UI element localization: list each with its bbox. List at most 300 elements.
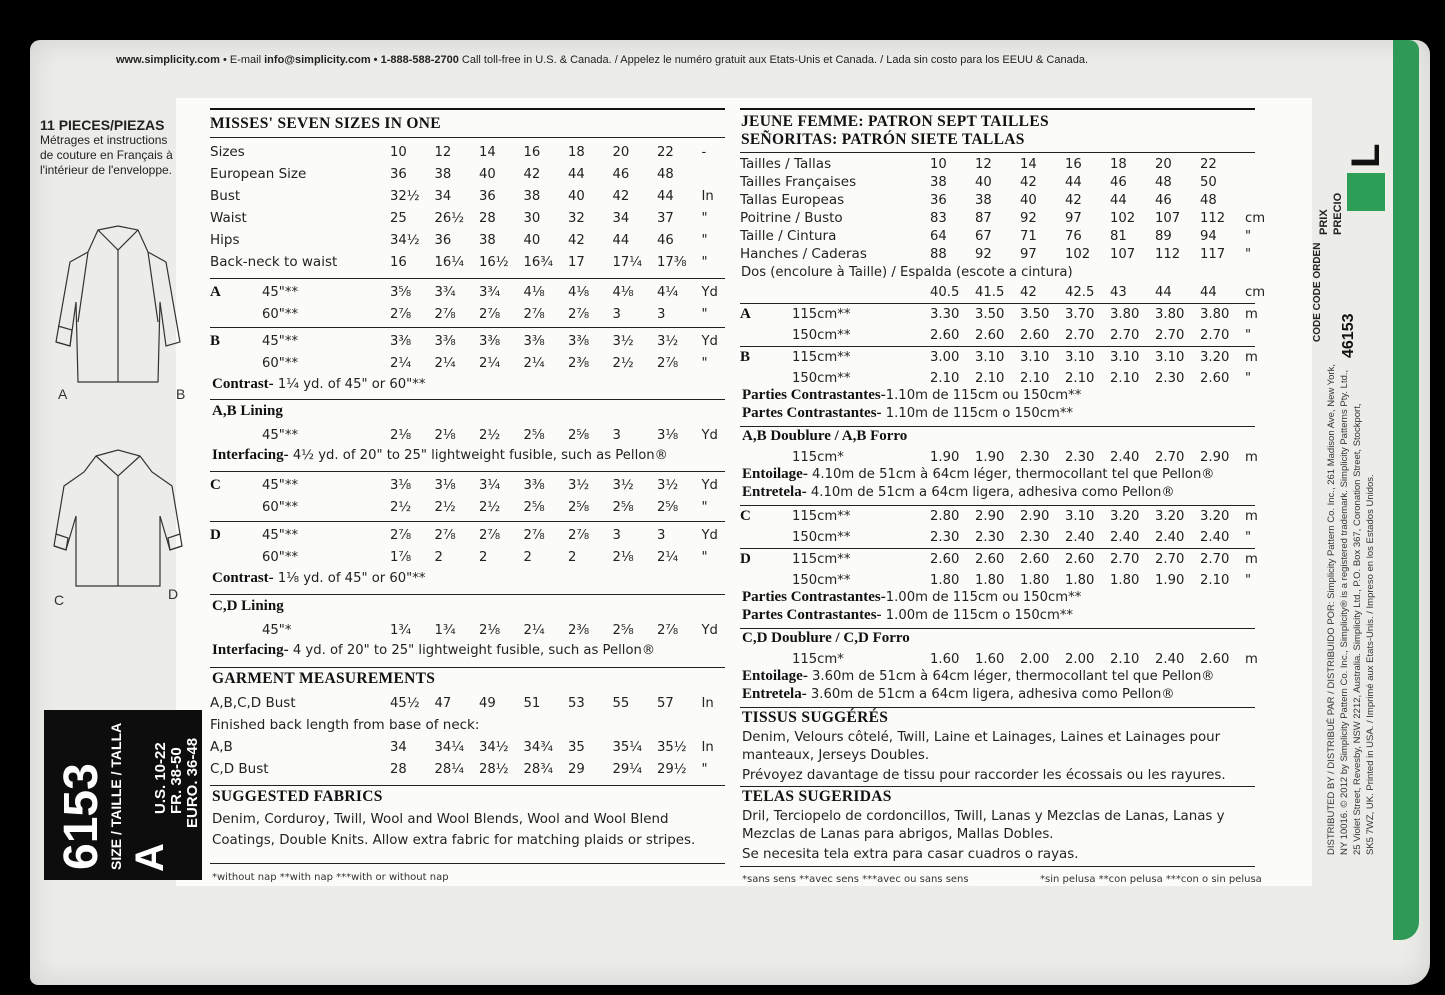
size-value: 67 bbox=[975, 228, 992, 244]
pieces-count: 11 PIECES/PIEZAS bbox=[40, 117, 165, 133]
size-value: 2.10 bbox=[1110, 651, 1140, 667]
size-value: 2⅜ bbox=[568, 355, 590, 371]
rule bbox=[740, 707, 1255, 708]
size-value: 3½ bbox=[612, 477, 634, 493]
size-value: 2⅞ bbox=[523, 306, 545, 322]
size-value: 34½ bbox=[390, 232, 420, 248]
unit-label: " bbox=[701, 306, 708, 322]
size-value: 4⅛ bbox=[568, 284, 590, 300]
entoilage-label: Entoilage- bbox=[742, 668, 808, 684]
row-indent bbox=[740, 648, 792, 670]
size-value: 16¼ bbox=[434, 254, 465, 270]
size-value: 28¾ bbox=[523, 761, 554, 777]
unit-label: - bbox=[701, 144, 707, 160]
size-value: 81 bbox=[1110, 228, 1127, 244]
lining-title: C,D Lining bbox=[212, 598, 284, 614]
contrast-label-fr: Parties Contrastantes- bbox=[742, 387, 886, 403]
size-value: 2⅞ bbox=[657, 622, 679, 638]
size-value: 2½ bbox=[434, 499, 456, 515]
contrast-cd bbox=[212, 570, 425, 587]
contrast-cd-fr bbox=[742, 589, 1081, 606]
view-letter: A bbox=[210, 283, 221, 300]
size-value: 2.10 bbox=[975, 371, 1005, 386]
size-value: 2½ bbox=[612, 355, 634, 371]
size-value: 2.10 bbox=[1065, 371, 1095, 386]
size-value: 51 bbox=[523, 695, 541, 711]
size-value: 43 bbox=[1110, 284, 1127, 300]
contrast-text: 1⅛ yd. of 45" or 60"** bbox=[273, 571, 426, 586]
size-value: 2⅞ bbox=[479, 527, 501, 543]
unit-label: " bbox=[701, 232, 708, 248]
view-b-metres bbox=[740, 347, 1273, 389]
row-label: Tailles / Tallas bbox=[740, 156, 832, 172]
size-value: 3.50 bbox=[975, 307, 1005, 322]
size-value: 2.10 bbox=[1020, 371, 1050, 386]
row-label: A,B,C,D Bust bbox=[210, 695, 296, 711]
fabric-width: 115cm** bbox=[792, 350, 851, 365]
unit-label: Yd bbox=[701, 527, 718, 543]
size-value: 34 bbox=[390, 739, 407, 755]
size-value: 3 bbox=[612, 306, 621, 322]
row-label: C,D Bust bbox=[210, 761, 269, 777]
unit-label bbox=[1245, 191, 1273, 209]
row-indent bbox=[740, 446, 792, 468]
size-value: 40.5 bbox=[930, 284, 960, 300]
size-value: 2 bbox=[568, 549, 577, 565]
footnote-fr: *sans sens **avec sens ***avec ou sans sens bbox=[742, 874, 969, 885]
size-value: 3⅛ bbox=[434, 477, 456, 493]
rule bbox=[210, 521, 725, 522]
size-value: 2.70 bbox=[1155, 328, 1185, 343]
size-value: 2.40 bbox=[1110, 530, 1140, 545]
size-value: 48 bbox=[1155, 174, 1172, 190]
unit-label: " bbox=[1245, 228, 1252, 244]
size-value: 35 bbox=[568, 739, 585, 755]
contact-bar bbox=[116, 54, 1286, 66]
size-value: 112 bbox=[1155, 246, 1181, 262]
tissus-text: Denim, Velours côtelé, Twill, Laine et Lainages, Laines et Lainages pour manteaux, Jerseys Doubles. bbox=[742, 730, 1221, 763]
view-a-metres bbox=[740, 304, 1273, 346]
row-label: Hanches / Caderas bbox=[740, 246, 867, 262]
row-label: Bust bbox=[210, 188, 241, 204]
finished-length-label: Finished back length from base of neck: bbox=[210, 717, 480, 733]
size-value: 83 bbox=[930, 210, 947, 226]
contrast-label-fr: Parties Contrastantes- bbox=[742, 589, 886, 605]
size-value: 50 bbox=[1200, 174, 1217, 190]
unit-label: cm bbox=[1245, 284, 1266, 300]
unit-label: m bbox=[1245, 509, 1258, 524]
size-value: 32½ bbox=[390, 188, 420, 204]
size-value: 10 bbox=[390, 144, 407, 160]
interfacing-cd bbox=[212, 642, 655, 659]
view-d-metres bbox=[740, 549, 1273, 591]
size-value: 2¼ bbox=[434, 355, 456, 371]
unit-label: " bbox=[1245, 573, 1252, 588]
precio-label: PRECIO bbox=[1332, 192, 1344, 235]
rule bbox=[740, 152, 1255, 153]
size-value: 42 bbox=[612, 188, 630, 204]
lining-cd-yardage bbox=[210, 619, 730, 641]
email-link[interactable]: info@simplicity.com bbox=[264, 54, 371, 66]
unit-label: Yd bbox=[701, 333, 718, 349]
size-value: 38 bbox=[930, 174, 947, 190]
lining-title-fr: A,B Doublure / A,B Forro bbox=[742, 428, 908, 444]
table-row bbox=[210, 330, 730, 352]
size-value: 45½ bbox=[390, 695, 420, 711]
view-a-yardage bbox=[210, 281, 730, 325]
size-value: 2¼ bbox=[479, 355, 501, 371]
size-value: 38 bbox=[523, 188, 541, 204]
size-value: 34¾ bbox=[523, 739, 554, 755]
unit-label: m bbox=[1245, 651, 1258, 667]
jacket-sketch-cd bbox=[48, 446, 188, 596]
size-value: 46 bbox=[657, 232, 674, 248]
view-c-label: C bbox=[54, 592, 65, 608]
size-value: 3.70 bbox=[1065, 307, 1095, 322]
size-value: 3½ bbox=[657, 477, 679, 493]
fr-sizes: FR. 38-50 bbox=[168, 747, 185, 814]
size-value: 44 bbox=[568, 166, 585, 182]
size-tag bbox=[44, 710, 202, 880]
size-value: 1.80 bbox=[1110, 573, 1140, 588]
table-row bbox=[740, 191, 1273, 209]
unit-label bbox=[1245, 173, 1273, 191]
entoilage-label: Entoilage- bbox=[742, 466, 808, 482]
interfacing-ab bbox=[212, 447, 668, 464]
size-value: 2⅞ bbox=[568, 527, 590, 543]
fabric-width: 115cm** bbox=[792, 552, 851, 567]
size-value: 2⅞ bbox=[523, 527, 545, 543]
row-label: Waist bbox=[210, 210, 247, 226]
size-value: 2⅞ bbox=[434, 306, 456, 322]
size-value: 38 bbox=[479, 232, 496, 248]
size-value: 41.5 bbox=[975, 284, 1005, 300]
euro-sizes: EURO. 36-48 bbox=[184, 737, 201, 828]
view-letter bbox=[210, 352, 262, 374]
table-row bbox=[210, 185, 730, 207]
french-title: JEUNE FEMME: PATRON SEPT TAILLES bbox=[741, 113, 1049, 130]
size-value: 42.5 bbox=[1065, 284, 1095, 300]
size-value: 34¼ bbox=[434, 739, 465, 755]
size-value: 36 bbox=[390, 166, 407, 182]
english-title: MISSES' SEVEN SIZES IN ONE bbox=[210, 115, 441, 132]
size-value: 35¼ bbox=[612, 739, 643, 755]
fabric-width: 45"** bbox=[262, 284, 299, 300]
lining-cd-title-fr bbox=[742, 630, 910, 647]
size-value: 1.80 bbox=[975, 573, 1005, 588]
size-value: 4¼ bbox=[657, 284, 679, 300]
website-link[interactable]: www.simplicity.com bbox=[116, 54, 220, 66]
unit-label: Yd bbox=[701, 284, 718, 300]
size-value: 47 bbox=[434, 695, 452, 711]
size-value: 76 bbox=[1065, 228, 1082, 244]
size-value: 14 bbox=[1020, 156, 1037, 172]
rule bbox=[740, 426, 1255, 427]
size-value: 2.10 bbox=[1200, 573, 1230, 588]
size-value: 42 bbox=[568, 232, 585, 248]
size-value: 3.20 bbox=[1200, 509, 1230, 524]
size-value: 36 bbox=[930, 192, 947, 208]
size-value: 16 bbox=[1065, 156, 1082, 172]
unit-label: " bbox=[701, 549, 708, 565]
fabric-width: 150cm** bbox=[792, 328, 851, 343]
row-indent bbox=[210, 619, 262, 641]
lining-title-fr: C,D Doublure / C,D Forro bbox=[742, 630, 910, 646]
table-row bbox=[740, 506, 1273, 527]
table-row bbox=[210, 281, 730, 303]
row-label: European Size bbox=[210, 166, 307, 182]
rule bbox=[210, 594, 725, 595]
size-value: 3.00 bbox=[930, 350, 960, 365]
size-value: 42 bbox=[1065, 192, 1082, 208]
size-value: 44 bbox=[1065, 174, 1082, 190]
row-label: Poitrine / Busto bbox=[740, 210, 843, 226]
size-value: 38 bbox=[975, 192, 992, 208]
footnote-en: *without nap **with nap ***with or without nap bbox=[212, 872, 449, 883]
size-value: 2.60 bbox=[930, 552, 960, 567]
size-value: 44 bbox=[1155, 284, 1172, 300]
interfacing-text: 4½ yd. of 20" to 25" lightweight fusible, such as Pellon® bbox=[288, 448, 668, 463]
size-value: 2.30 bbox=[1020, 530, 1050, 545]
prix-label: PRIX bbox=[1318, 209, 1330, 235]
size-value: 2.30 bbox=[930, 530, 960, 545]
phone-number: • 1-888-588-2700 bbox=[370, 54, 459, 66]
table-row bbox=[740, 570, 1273, 591]
size-value: 3.80 bbox=[1155, 307, 1185, 322]
contrast-ab-es bbox=[742, 405, 1073, 422]
size-value: 3.20 bbox=[1155, 509, 1185, 524]
table-row bbox=[210, 546, 730, 568]
legal-line-1: DISTRIBUTED BY / DISTRIBUÉ PAR / DISTRIBUIDO POR: Simplicity Pattern Co. Inc., 261 Madison Ave, New York, bbox=[1326, 364, 1337, 855]
size-value: 2.90 bbox=[1200, 449, 1230, 465]
size-value: 2 bbox=[479, 549, 488, 565]
view-b-label: B bbox=[176, 386, 186, 402]
entretela-text: 3.60m de 51cm a 64cm ligera, adhesiva como Pellon® bbox=[806, 687, 1175, 702]
left-info bbox=[40, 118, 210, 178]
table-row bbox=[210, 758, 730, 780]
size-value: 2.40 bbox=[1155, 651, 1185, 667]
size-value: 2½ bbox=[390, 499, 412, 515]
size-value: 3 bbox=[612, 527, 621, 543]
fabric-width: 60"** bbox=[262, 355, 299, 371]
size-value: 26½ bbox=[434, 210, 465, 226]
table-row bbox=[210, 229, 730, 251]
size-value: 3.80 bbox=[1110, 307, 1140, 322]
unit-label: In bbox=[701, 188, 714, 204]
fabric-width: 150cm** bbox=[792, 371, 851, 386]
size-value: 2⅝ bbox=[523, 427, 545, 443]
french-note-2: de couture en Français à bbox=[40, 148, 173, 162]
size-value: 34½ bbox=[479, 739, 509, 755]
view-letter: D bbox=[210, 526, 221, 543]
legal-line-3: 25 Violet Street, Revesby, NSW 2212, Australia. Simplicity Ltd., P.O. Box 367, Coronation Street, Stockport, bbox=[1352, 403, 1363, 855]
rule bbox=[210, 471, 725, 472]
size-value: 28 bbox=[390, 761, 407, 777]
size-value: 1¾ bbox=[434, 622, 456, 638]
contrast-label-es: Partes Contrastantes- bbox=[742, 405, 882, 421]
table-row bbox=[740, 227, 1273, 245]
size-value: 2.90 bbox=[1020, 509, 1050, 524]
interfacing-label: Interfacing- bbox=[212, 447, 289, 463]
size-value: 2.70 bbox=[1200, 552, 1230, 567]
size-value: 40 bbox=[523, 232, 541, 248]
size-value: 88 bbox=[930, 246, 947, 262]
size-value: 92 bbox=[1020, 210, 1037, 226]
size-value: 97 bbox=[1020, 246, 1037, 262]
interfacing-label: Interfacing- bbox=[212, 642, 289, 658]
table-row bbox=[210, 692, 730, 714]
size-value: 36 bbox=[434, 232, 452, 248]
jacket-sketch-ab bbox=[48, 222, 188, 392]
size-value: 22 bbox=[1200, 156, 1217, 172]
size-value: 49 bbox=[479, 695, 496, 711]
size-value: 2¼ bbox=[523, 355, 545, 371]
unit-label bbox=[1245, 155, 1273, 173]
size-value: 3.20 bbox=[1200, 350, 1230, 365]
footnote-es: *sin pelusa **con pelusa ***con o sin pelusa bbox=[1040, 874, 1262, 885]
lining-title: A,B Lining bbox=[212, 403, 283, 419]
size-value: 2.60 bbox=[975, 552, 1005, 567]
table-row bbox=[740, 281, 1273, 303]
size-value: 3⅛ bbox=[657, 427, 679, 443]
size-value: 3⅜ bbox=[434, 333, 456, 349]
size-value: 16 bbox=[390, 254, 407, 270]
size-value: 71 bbox=[1020, 228, 1037, 244]
contrast-ab-fr bbox=[742, 387, 1081, 404]
tissus-note: Prévoyez davantage de tissu pour raccorder les écossais ou les rayures. bbox=[742, 768, 1226, 783]
size-value: 28 bbox=[479, 210, 496, 226]
size-value: 40 bbox=[1020, 192, 1037, 208]
green-edge-strip bbox=[1393, 40, 1419, 940]
rule-top-en bbox=[210, 108, 725, 110]
lining-ab-metres bbox=[740, 446, 1273, 468]
size-value: 17¼ bbox=[612, 254, 643, 270]
telas-text: Dril, Terciopelo de cordoncillos, Twill, Lanas y Mezclas de Lanas, Lanas y Mezclas de Lanas para abrigos, Mallas Dobles. bbox=[742, 809, 1225, 842]
entoilage-text: 3.60m de 51cm à 64cm léger, thermocollant tel que Pellon® bbox=[807, 669, 1215, 684]
table-row bbox=[210, 207, 730, 229]
size-value: 1⅞ bbox=[390, 549, 412, 565]
row-label: Taille / Cintura bbox=[740, 228, 837, 244]
entretela-ab bbox=[742, 484, 1175, 501]
unit-label: " bbox=[701, 761, 708, 777]
view-letter bbox=[740, 527, 792, 548]
view-letter bbox=[210, 546, 262, 568]
size-value: 1.90 bbox=[1155, 573, 1185, 588]
size-value: 1.80 bbox=[930, 573, 960, 588]
size-value: 3.20 bbox=[1110, 509, 1140, 524]
size-value: 2⅞ bbox=[657, 355, 679, 371]
size-value: 3½ bbox=[657, 333, 679, 349]
rule bbox=[210, 785, 725, 786]
size-value: 2⅝ bbox=[523, 499, 545, 515]
size-value: 2⅛ bbox=[479, 622, 501, 638]
lining-cd-metres bbox=[740, 648, 1273, 670]
size-value: 2⅛ bbox=[612, 549, 634, 565]
row-label: Tailles Françaises bbox=[740, 174, 857, 190]
size-value: 40 bbox=[479, 166, 496, 182]
fabric-width: 45"* bbox=[262, 622, 292, 638]
table-row bbox=[740, 347, 1273, 368]
rule bbox=[210, 137, 725, 138]
size-value: 12 bbox=[975, 156, 992, 172]
row-label: Back-neck to waist bbox=[210, 254, 338, 270]
fabric-width: 45"** bbox=[262, 427, 299, 443]
size-value: 92 bbox=[975, 246, 992, 262]
view-b-yardage bbox=[210, 330, 730, 374]
unit-label: m bbox=[1245, 552, 1258, 567]
size-value: 2⅝ bbox=[612, 499, 634, 515]
contrast-text-es: 1.10m de 115cm o 150cm** bbox=[881, 406, 1074, 421]
size-value: 44 bbox=[1200, 284, 1217, 300]
unit-label: Yd bbox=[701, 427, 718, 443]
fabric-width: 115cm** bbox=[792, 509, 851, 524]
interfacing-text: 4 yd. of 20" to 25" lightweight fusible, such as Pellon® bbox=[288, 643, 656, 658]
email-label: • E-mail bbox=[219, 54, 265, 66]
table-row bbox=[210, 474, 730, 496]
size-value: 2⅞ bbox=[390, 527, 412, 543]
entoilage-text: 4.10m de 51cm à 64cm léger, thermocollant tel que Pellon® bbox=[807, 467, 1215, 482]
size-value: 2⅞ bbox=[390, 306, 412, 322]
size-value: 20 bbox=[1155, 156, 1172, 172]
size-value: 3.10 bbox=[1065, 350, 1095, 365]
table-row bbox=[210, 163, 730, 185]
size-value: 10 bbox=[930, 156, 947, 172]
view-letter: C bbox=[210, 476, 221, 493]
rule bbox=[740, 866, 1255, 867]
size-value: 18 bbox=[1110, 156, 1127, 172]
entoilage-cd bbox=[742, 668, 1215, 685]
contrast-text-es: 1.00m de 115cm o 150cm** bbox=[881, 608, 1074, 623]
size-value: 2½ bbox=[479, 427, 501, 443]
size-value: 37 bbox=[657, 210, 674, 226]
view-letter: B bbox=[210, 332, 221, 349]
size-value: 44 bbox=[1110, 192, 1127, 208]
size-value: 22 bbox=[657, 144, 674, 160]
size-value: 3.30 bbox=[930, 307, 960, 322]
size-value: 1.80 bbox=[1020, 573, 1050, 588]
row-label: Sizes bbox=[210, 144, 245, 160]
view-a-label: A bbox=[58, 386, 68, 402]
size-value: 1.90 bbox=[930, 449, 960, 465]
unit-label: Yd bbox=[701, 477, 718, 493]
size-value: 3⅜ bbox=[568, 333, 590, 349]
contrast-label: Contrast- bbox=[212, 376, 274, 392]
unit-label: " bbox=[701, 355, 708, 371]
size-value: 12 bbox=[434, 144, 452, 160]
telas-title: TELAS SUGERIDAS bbox=[742, 788, 892, 805]
size-value: 3⅜ bbox=[390, 333, 412, 349]
size-value: 2.40 bbox=[1155, 530, 1185, 545]
table-row bbox=[210, 352, 730, 374]
contrast-cd-es bbox=[742, 607, 1073, 624]
telas-note: Se necesita tela extra para casar cuadros o rayas. bbox=[742, 847, 1079, 862]
size-value: 16¾ bbox=[523, 254, 554, 270]
size-value: 2.60 bbox=[1065, 552, 1095, 567]
size-value: 2.60 bbox=[1020, 328, 1050, 343]
size-value: 2⅞ bbox=[568, 306, 590, 322]
unit-label: " bbox=[1245, 328, 1252, 343]
size-value: 64 bbox=[930, 228, 947, 244]
size-value: 3 bbox=[657, 527, 666, 543]
size-value: 44 bbox=[657, 188, 674, 204]
table-row bbox=[210, 619, 730, 641]
table-row bbox=[740, 368, 1273, 389]
size-letter: A bbox=[128, 843, 172, 872]
view-letter: C bbox=[740, 508, 751, 524]
lining-ab-yardage bbox=[210, 424, 730, 446]
size-value: 3 bbox=[612, 427, 621, 443]
fabric-width: 115cm** bbox=[792, 307, 851, 322]
